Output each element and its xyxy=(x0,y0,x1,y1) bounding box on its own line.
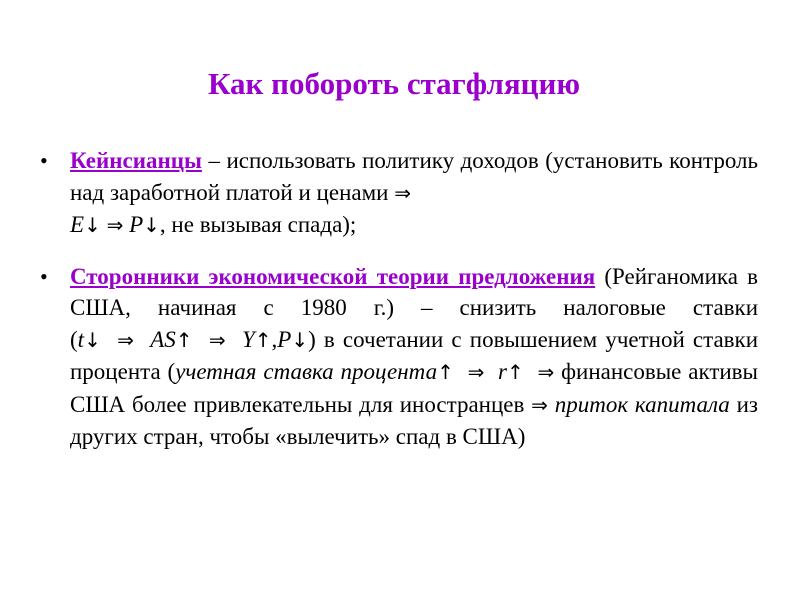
text-segment: из других стран, чтобы «вылечить» спад в США) xyxy=(70,391,758,449)
implies-arrow: ⇒ xyxy=(106,213,124,237)
down-arrow: ↓ xyxy=(143,213,160,237)
up-arrow: ↑ xyxy=(437,360,454,384)
up-arrow: ↑ xyxy=(175,327,193,352)
italic-capital-inflow: приток капитала xyxy=(554,391,730,417)
var-P: P xyxy=(129,212,144,237)
implies-arrow: ⇒ xyxy=(531,392,548,417)
implies-arrow: ⇒ xyxy=(467,360,485,384)
down-arrow: ↓ xyxy=(84,327,101,352)
bullet-list xyxy=(40,145,758,472)
implies-arrow: ⇒ xyxy=(394,180,411,205)
text-segment: , не вызывая спада); xyxy=(159,212,357,237)
text-segment: финансовые активы США более привлекательны для иностранцев xyxy=(70,359,758,417)
implies-arrow: ⇒ xyxy=(117,327,134,352)
comma: , xyxy=(271,326,278,352)
bullet-dot: • xyxy=(40,263,48,289)
text-segment: ) в сочетании с повышением учетной ставки процента ( xyxy=(70,326,759,384)
bullet-item-keynesians xyxy=(40,145,758,242)
up-arrow: ↑ xyxy=(507,360,524,384)
down-arrow: ↓ xyxy=(84,213,101,237)
var-P: P xyxy=(277,326,292,352)
italic-discount-rate: учетная ставка процента xyxy=(175,359,438,384)
implies-arrow: ⇒ xyxy=(537,360,555,384)
text-segment: – использовать политику доходов (установить контроль над заработной платой и ценами xyxy=(70,148,758,205)
text-segment: (Рейганомика в США, начиная с 1980 г.) – снизить налоговые ставки ( xyxy=(70,263,758,352)
var-E: E xyxy=(70,212,85,237)
var-Y: Y xyxy=(241,326,255,352)
up-arrow: ↑ xyxy=(254,327,272,352)
var-t: t xyxy=(77,326,85,352)
bullet-item-supply-side xyxy=(40,261,758,453)
slide-title: Как побороть стагфляцию xyxy=(207,66,581,101)
term-supply-side: Сторонники экономической теории предложения xyxy=(70,263,596,289)
var-r: r xyxy=(498,359,507,384)
term-keynesians: Кейнсианцы xyxy=(70,148,202,173)
down-arrow: ↓ xyxy=(291,327,309,352)
implies-arrow: ⇒ xyxy=(208,327,226,352)
bullet-dot: • xyxy=(40,148,48,173)
var-AS: AS xyxy=(150,326,176,352)
